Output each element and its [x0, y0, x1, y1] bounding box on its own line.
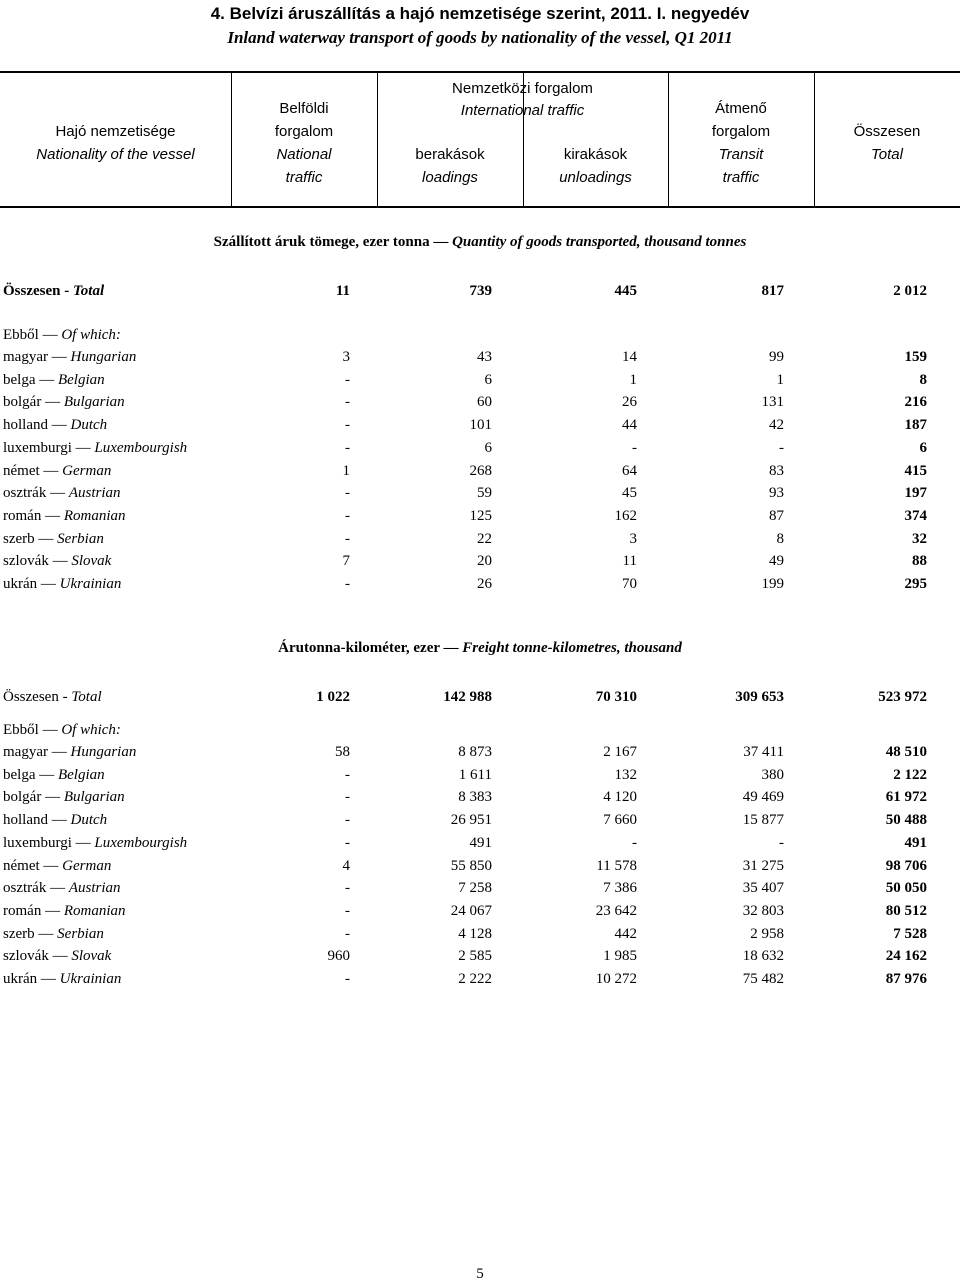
row-label-en: Serbian: [57, 530, 104, 547]
row-label: [3, 506, 126, 526]
row-label: [3, 878, 121, 898]
cell-value: 101: [469, 417, 492, 434]
row-label-hu: belga —: [3, 371, 58, 388]
row-label-hu: holland —: [3, 417, 71, 434]
cell-value: 442: [614, 925, 637, 942]
table-row: [0, 924, 960, 944]
cell-value: 2 167: [603, 744, 637, 760]
row-label-en: Slovak: [71, 553, 112, 570]
cell-value: 8 873: [458, 744, 492, 760]
row-label: [3, 856, 111, 876]
section-title-en: Quantity of goods transported, thousand tonnes: [452, 234, 747, 250]
table-row: [0, 878, 960, 898]
of-which-en: Of which:: [61, 722, 121, 738]
cell-value: 87 976: [885, 971, 927, 987]
page-number: 5: [476, 1266, 484, 1282]
row-label: [3, 901, 126, 921]
row-label: [3, 461, 111, 481]
cell-value: -: [345, 439, 350, 456]
cell-value: 70: [622, 576, 637, 592]
cell-value: 20: [477, 553, 492, 570]
cell-value: 45: [622, 485, 637, 502]
row-label-en: Dutch: [70, 812, 108, 829]
cell-value: 31 275: [742, 857, 784, 874]
cell-value: 18 632: [742, 948, 784, 965]
row-label-hu: ukrán —: [3, 576, 60, 592]
page-title-en: Inland waterway transport of goods by nationality of the vessel, Q1 2011: [227, 28, 733, 47]
cell-value: 197: [904, 485, 927, 502]
cell-value: 415: [904, 462, 927, 479]
table-header: [0, 71, 960, 208]
cell-value: 37 411: [743, 744, 784, 760]
row-label: [3, 483, 121, 503]
row-label: [3, 787, 125, 807]
cell-value: 1 611: [458, 766, 492, 783]
cell-value: 374: [904, 507, 927, 524]
cell-value: 99: [769, 349, 784, 365]
row-label-en: Belgian: [57, 371, 105, 388]
total-label: [3, 687, 102, 707]
cell-value: 7: [342, 553, 350, 570]
cell-value: 49: [769, 553, 784, 570]
of-which-text: [3, 325, 121, 345]
cell-value: 49 469: [742, 789, 784, 806]
row-label-en: Belgian: [57, 766, 105, 783]
cell-value: -: [345, 371, 350, 388]
cell-value: 2 585: [458, 948, 492, 965]
cell-value: 11: [622, 553, 637, 570]
row-label-en: Dutch: [70, 417, 108, 434]
row-label-hu: osztrák —: [3, 880, 69, 897]
total-value: 142 988: [443, 689, 492, 705]
row-label-hu: német —: [3, 857, 63, 874]
cell-value: 50 488: [885, 812, 927, 829]
row-label-en: Hungarian: [70, 744, 137, 760]
total-value: 2 012: [893, 283, 927, 299]
row-label-hu: osztrák —: [3, 485, 69, 502]
cell-value: 491: [904, 834, 927, 851]
cell-value: -: [345, 417, 350, 434]
cell-value: 3: [629, 530, 637, 547]
row-label-en: Hungarian: [70, 349, 137, 365]
cell-value: 1 985: [603, 948, 637, 965]
section-title: [0, 640, 960, 657]
row-label-en: Austrian: [68, 485, 121, 502]
cell-value: -: [345, 812, 350, 829]
cell-value: 491: [469, 834, 492, 851]
table-row: [0, 856, 960, 876]
cell-value: 8: [776, 530, 784, 547]
table-row: [0, 438, 960, 458]
total-value: 11: [335, 283, 350, 299]
table-row: [0, 506, 960, 526]
table-row: [0, 415, 960, 435]
table-row: [0, 551, 960, 571]
total-value: 309 653: [735, 689, 784, 705]
row-label-hu: belga —: [3, 766, 58, 783]
cell-value: 14: [622, 349, 637, 365]
section-title: [0, 234, 960, 251]
cell-value: 24 162: [885, 948, 927, 965]
row-label-en: Luxembourgish: [94, 439, 188, 456]
table-row: [0, 833, 960, 853]
cell-value: 98 706: [885, 857, 927, 874]
cell-value: -: [345, 834, 350, 851]
row-label-hu: magyar —: [3, 744, 71, 760]
cell-value: -: [632, 834, 637, 851]
total-value: 739: [469, 283, 492, 299]
cell-value: 35 407: [742, 880, 784, 897]
row-label-hu: holland —: [3, 812, 71, 829]
table-row: [0, 946, 960, 966]
cell-value: 4 120: [603, 789, 637, 806]
row-label-hu: magyar —: [3, 349, 71, 365]
header-nationality: Hajó nemzetisége Nationality of the vessel: [36, 123, 195, 163]
header-loadings: berakások loadings: [415, 146, 485, 186]
cell-value: 187: [904, 417, 927, 434]
row-label: [3, 833, 187, 853]
row-label: [3, 392, 125, 412]
cell-value: 58: [335, 744, 350, 760]
cell-value: 4 128: [458, 925, 492, 942]
row-label-hu: szlovák —: [3, 948, 72, 965]
cell-value: 125: [469, 507, 492, 524]
row-label-hu: román —: [3, 902, 64, 919]
row-label: [3, 574, 121, 594]
table-row: [0, 574, 960, 594]
cell-value: 1: [629, 371, 637, 388]
cell-value: 2 122: [893, 766, 927, 783]
row-label: [3, 765, 105, 785]
table-row: [0, 742, 960, 762]
cell-value: -: [345, 925, 350, 942]
cell-value: 7 660: [603, 812, 637, 829]
row-label-en: Ukrainian: [59, 971, 122, 987]
section-title-en: Freight tonne-kilometres, thousand: [462, 640, 682, 656]
cell-value: 6: [484, 371, 492, 388]
total-value: 817: [761, 283, 784, 299]
table-row: [0, 392, 960, 412]
row-label: [3, 742, 136, 762]
cell-value: 380: [761, 766, 784, 783]
of-which-label: [0, 325, 960, 345]
cell-value: 132: [614, 766, 637, 783]
table-row: [0, 347, 960, 367]
row-label-en: Austrian: [68, 880, 121, 897]
header-transit: Átmenő forgalom Transit traffic: [711, 100, 771, 186]
cell-value: -: [345, 530, 350, 547]
header-unloadings: kirakások unloadings: [559, 146, 632, 186]
row-label-en: Slovak: [71, 948, 112, 965]
table-row: [0, 810, 960, 830]
total-row: [0, 281, 960, 301]
cell-value: 295: [904, 576, 927, 592]
row-label-hu: szlovák —: [3, 553, 72, 570]
cell-value: -: [345, 394, 350, 411]
cell-value: 4: [342, 857, 350, 874]
table-row: [0, 529, 960, 549]
cell-value: 8: [919, 371, 927, 388]
row-label-hu: bolgár —: [3, 394, 64, 411]
of-which-label: [0, 720, 960, 740]
cell-value: 60: [477, 394, 492, 411]
cell-value: 43: [477, 349, 492, 365]
row-label-hu: luxemburgi —: [3, 439, 95, 456]
row-label: [3, 551, 111, 571]
total-label-hu: Összesen -: [3, 283, 73, 299]
total-label-hu: Összesen -: [3, 689, 72, 705]
cell-value: 6: [919, 439, 927, 456]
row-label-en: Bulgarian: [63, 789, 125, 806]
cell-value: -: [779, 439, 784, 456]
total-value: 1 022: [316, 689, 350, 705]
cell-value: 7 258: [458, 880, 492, 897]
row-label: [3, 969, 121, 989]
cell-value: 7 386: [603, 880, 637, 897]
cell-value: 268: [469, 462, 492, 479]
table-row: [0, 969, 960, 989]
row-label: [3, 946, 111, 966]
cell-value: -: [345, 766, 350, 783]
cell-value: 15 877: [742, 812, 784, 829]
row-label: [3, 438, 187, 458]
row-label: [3, 924, 104, 944]
cell-value: 26 951: [450, 812, 492, 829]
row-label-en: Bulgarian: [63, 394, 125, 411]
row-label-hu: szerb —: [3, 925, 58, 942]
section-title-hu: Szállított áruk tömege, ezer tonna —: [213, 234, 453, 250]
header-national: Belföldi forgalom National traffic: [274, 100, 334, 186]
total-label-en: Total: [71, 689, 102, 705]
of-which-hu: Ebből —: [3, 327, 62, 343]
cell-value: 10 272: [595, 971, 637, 987]
row-label-en: German: [62, 857, 112, 874]
row-label-hu: ukrán —: [3, 971, 60, 987]
cell-value: 42: [769, 417, 784, 434]
of-which-en: Of which:: [61, 327, 121, 343]
total-row: [0, 687, 960, 707]
cell-value: 32 803: [742, 902, 784, 919]
row-label-en: Romanian: [63, 902, 126, 919]
cell-value: 6: [484, 439, 492, 456]
row-label: [3, 347, 136, 367]
cell-value: 162: [614, 507, 637, 524]
cell-value: 159: [904, 349, 927, 365]
page-title-hu: 4. Belvízi áruszállítás a hajó nemzetisége szerint, 2011. I. negyedév: [210, 4, 750, 23]
section-title-hu: Árutonna-kilométer, ezer —: [278, 640, 463, 656]
table-row: [0, 787, 960, 807]
row-label-en: Ukrainian: [59, 576, 122, 592]
row-label-en: German: [62, 462, 112, 479]
header-international: Nemzetközi forgalom International traffic: [452, 80, 593, 119]
cell-value: -: [345, 576, 350, 592]
cell-value: 2 222: [458, 971, 492, 987]
total-value: 445: [614, 283, 637, 299]
table-row: [0, 483, 960, 503]
cell-value: 24 067: [450, 902, 492, 919]
cell-value: 87: [769, 507, 784, 524]
cell-value: 93: [769, 485, 784, 502]
cell-value: -: [345, 507, 350, 524]
row-label-hu: luxemburgi —: [3, 834, 95, 851]
cell-value: 32: [912, 530, 927, 547]
cell-value: 64: [622, 462, 637, 479]
cell-value: 960: [327, 948, 350, 965]
cell-value: 23 642: [595, 902, 637, 919]
cell-value: 11 578: [596, 857, 637, 874]
cell-value: -: [345, 789, 350, 806]
cell-value: 1: [776, 371, 784, 388]
cell-value: 199: [761, 576, 784, 592]
cell-value: 44: [622, 417, 637, 434]
table-row: [0, 901, 960, 921]
cell-value: 48 510: [885, 744, 927, 760]
cell-value: -: [779, 834, 784, 851]
row-label: [3, 810, 107, 830]
cell-value: 59: [477, 485, 492, 502]
cell-value: 75 482: [742, 971, 784, 987]
total-value: 523 972: [878, 689, 927, 705]
total-label: [3, 281, 104, 301]
row-label-hu: szerb —: [3, 530, 58, 547]
cell-value: 216: [904, 394, 927, 411]
cell-value: 80 512: [885, 902, 927, 919]
row-label: [3, 415, 107, 435]
row-label-en: Romanian: [63, 507, 126, 524]
table-row: [0, 461, 960, 481]
total-value: 70 310: [595, 689, 637, 705]
cell-value: 3: [342, 349, 350, 365]
cell-value: 88: [912, 553, 927, 570]
cell-value: 8 383: [458, 789, 492, 806]
cell-value: -: [345, 485, 350, 502]
cell-value: 131: [761, 394, 784, 411]
header-total: Összesen Total: [853, 123, 921, 163]
row-label-hu: bolgár —: [3, 789, 64, 806]
table-row: [0, 370, 960, 390]
cell-value: 1: [342, 462, 350, 479]
row-label: [3, 370, 105, 390]
cell-value: 7 528: [893, 925, 927, 942]
cell-value: 26: [477, 576, 492, 592]
cell-value: 26: [622, 394, 637, 411]
row-label-hu: német —: [3, 462, 63, 479]
cell-value: -: [345, 902, 350, 919]
cell-value: -: [632, 439, 637, 456]
row-label-en: Serbian: [57, 925, 104, 942]
row-label-hu: román —: [3, 507, 64, 524]
total-label-en: Total: [73, 283, 105, 299]
of-which-hu: Ebből —: [3, 722, 62, 738]
cell-value: 83: [769, 462, 784, 479]
of-which-text: [3, 720, 121, 740]
row-label: [3, 529, 104, 549]
cell-value: 22: [477, 530, 492, 547]
cell-value: -: [345, 971, 350, 987]
cell-value: 50 050: [885, 880, 927, 897]
cell-value: 55 850: [450, 857, 492, 874]
cell-value: -: [345, 880, 350, 897]
table-row: [0, 765, 960, 785]
cell-value: 61 972: [885, 789, 927, 806]
cell-value: 2 958: [750, 925, 784, 942]
row-label-en: Luxembourgish: [94, 834, 188, 851]
